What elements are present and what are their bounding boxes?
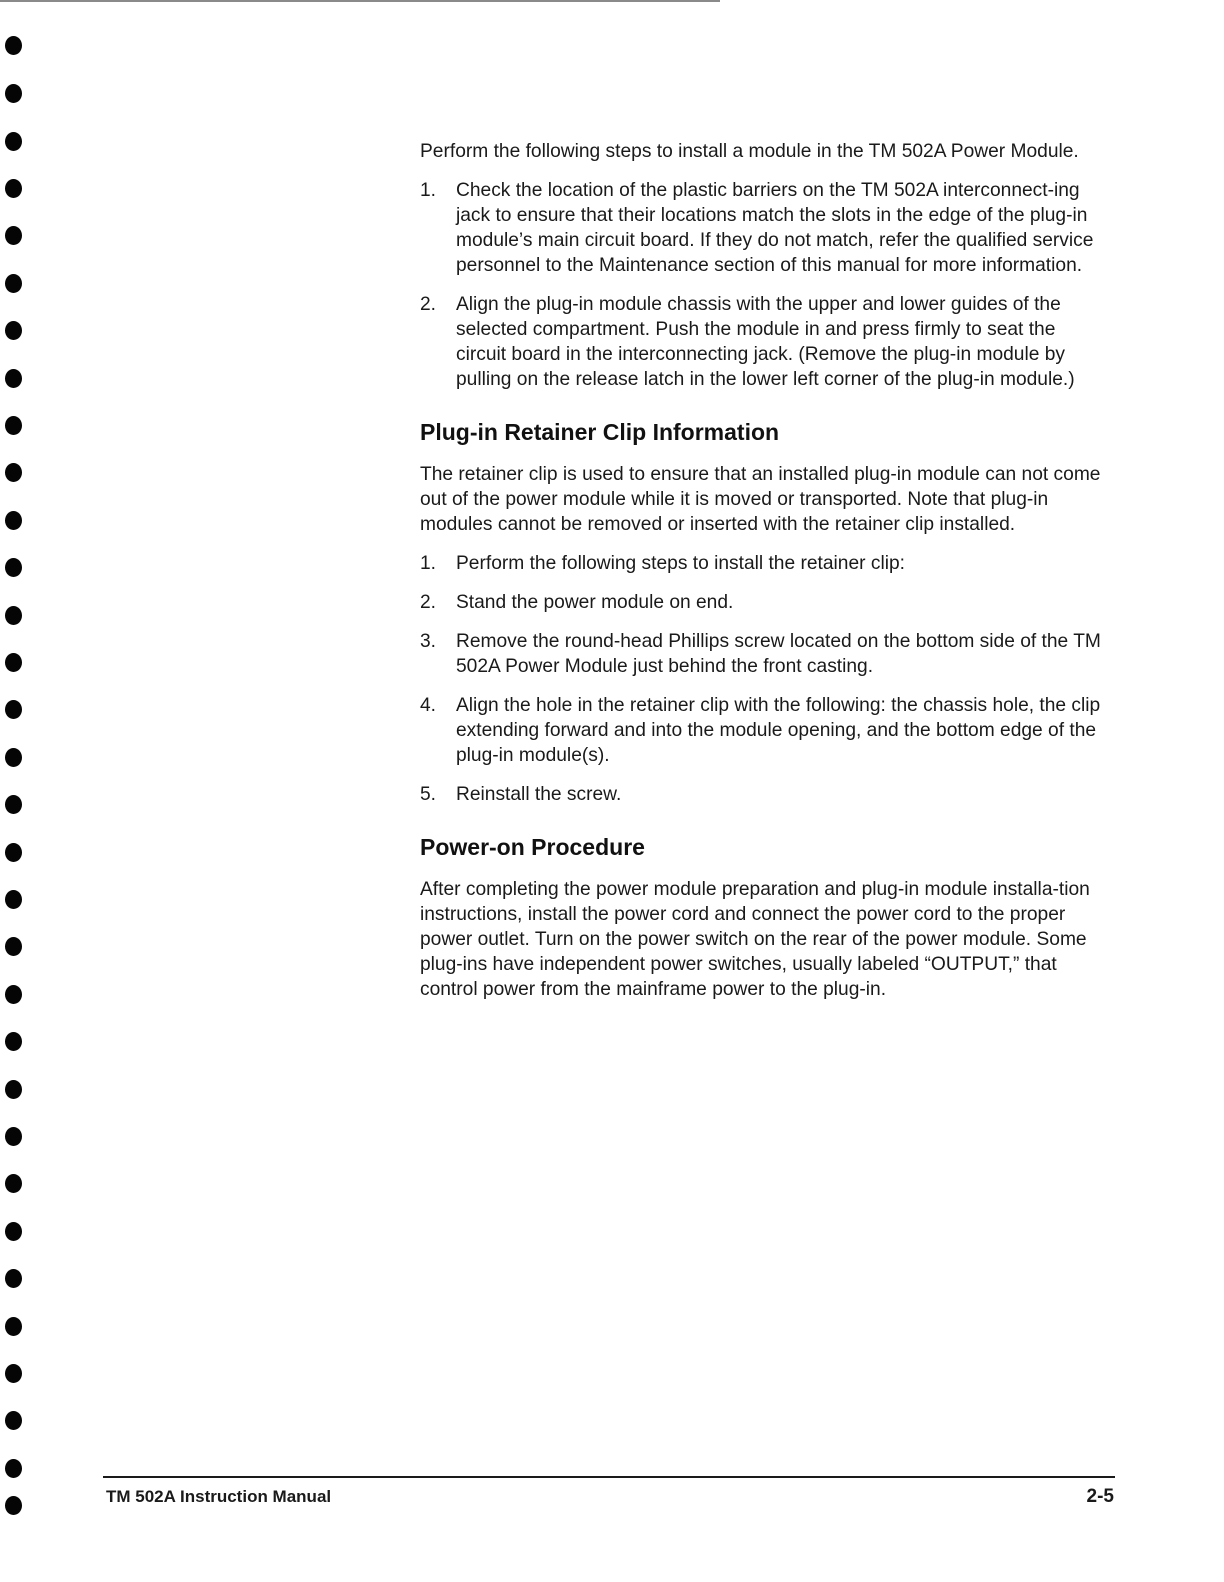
punch-hole [5, 463, 22, 482]
list-item [420, 178, 1110, 278]
punch-hole [5, 1459, 22, 1478]
footer-divider [103, 1476, 1115, 1478]
punch-hole [5, 1269, 22, 1288]
retainer-clip-heading: Plug-in Retainer Clip Information [420, 419, 780, 445]
page-top-edge [0, 0, 720, 2]
retainer-clip-paragraph: The retainer clip is used to ensure that an installed plug-in module can not come out of the power module while it is moved or transported. Note that plug-in modules cannot be removed or inserted with the retainer clip installed. [420, 464, 1101, 535]
punch-hole [5, 985, 22, 1004]
punch-hole [5, 937, 22, 956]
step-text: Align the plug-in module chassis with the upper and lower guides of the selected compartment. Push the module in and press firmly to seat the circuit board in the interconnecting jack. (Remove the plug-in module by pulling on the release latch in the lower left corner of the plug-in module.) [456, 294, 1075, 390]
install-steps-list [420, 178, 1110, 392]
step-number: 1. [420, 553, 437, 574]
punch-hole [5, 226, 22, 245]
step-number: 1. [420, 180, 437, 201]
punch-hole [5, 1032, 22, 1051]
binder-punch-holes [5, 36, 25, 1536]
punch-hole [5, 606, 22, 625]
punch-hole [5, 1174, 22, 1193]
punch-hole [5, 1496, 22, 1515]
punch-hole [5, 890, 22, 909]
step-number: 2. [420, 294, 437, 315]
step-number: 4. [420, 695, 437, 716]
punch-hole [5, 84, 22, 103]
punch-hole [5, 1222, 22, 1241]
step-text: Perform the following steps to install the retainer clip: [456, 553, 905, 574]
punch-hole [5, 1317, 22, 1336]
punch-hole [5, 795, 22, 814]
step-text: Remove the round-head Phillips screw located on the bottom side of the TM 502A Power Module just behind the front casting. [456, 631, 1101, 677]
punch-hole [5, 1411, 22, 1430]
intro-paragraph: Perform the following steps to install a module in the TM 502A Power Module. [420, 141, 1079, 162]
punch-hole [5, 748, 22, 767]
punch-hole [5, 653, 22, 672]
punch-hole [5, 1080, 22, 1099]
punch-hole [5, 274, 22, 293]
list-item [420, 292, 1110, 392]
page-number: 2-5 [1086, 1486, 1114, 1507]
list-item [420, 629, 1110, 679]
punch-hole [5, 416, 22, 435]
step-number: 2. [420, 592, 437, 613]
list-item [420, 551, 1110, 576]
punch-hole [5, 36, 22, 55]
punch-hole [5, 179, 22, 198]
page-content [420, 139, 1110, 1016]
punch-hole [5, 558, 22, 577]
step-text: Check the location of the plastic barriers on the TM 502A interconnect-ing jack to ensure that their locations match the slots in the edge of the plug-in module’s main circuit board. If they do not match, refer the qualified service personnel to the Maintenance section of this manual for more information. [456, 180, 1094, 276]
footer-manual-title: TM 502A Instruction Manual [106, 1487, 332, 1506]
step-text: Align the hole in the retainer clip with the following: the chassis hole, the clip extending forward and into the module opening, and the bottom edge of the plug-in module(s). [456, 695, 1101, 766]
retainer-steps-list [420, 551, 1110, 807]
punch-hole [5, 1127, 22, 1146]
step-text: Reinstall the screw. [456, 784, 622, 805]
step-text: Stand the power module on end. [456, 592, 734, 613]
power-on-paragraph: After completing the power module preparation and plug-in module installa-tion instructions, install the power cord and connect the power cord to the proper power outlet. Turn on the power switch on the rear of the power module. Some plug-ins have independent power switches, usually labeled “OUTPUT,” that control power from the mainframe power to the plug-in. [420, 879, 1090, 1000]
power-on-heading: Power-on Procedure [420, 834, 645, 860]
list-item [420, 590, 1110, 615]
punch-hole [5, 511, 22, 530]
step-number: 3. [420, 631, 437, 652]
punch-hole [5, 132, 22, 151]
list-item [420, 782, 1110, 807]
punch-hole [5, 843, 22, 862]
step-number: 5. [420, 784, 437, 805]
punch-hole [5, 321, 22, 340]
punch-hole [5, 369, 22, 388]
punch-hole [5, 700, 22, 719]
punch-hole [5, 1364, 22, 1383]
list-item [420, 693, 1110, 768]
